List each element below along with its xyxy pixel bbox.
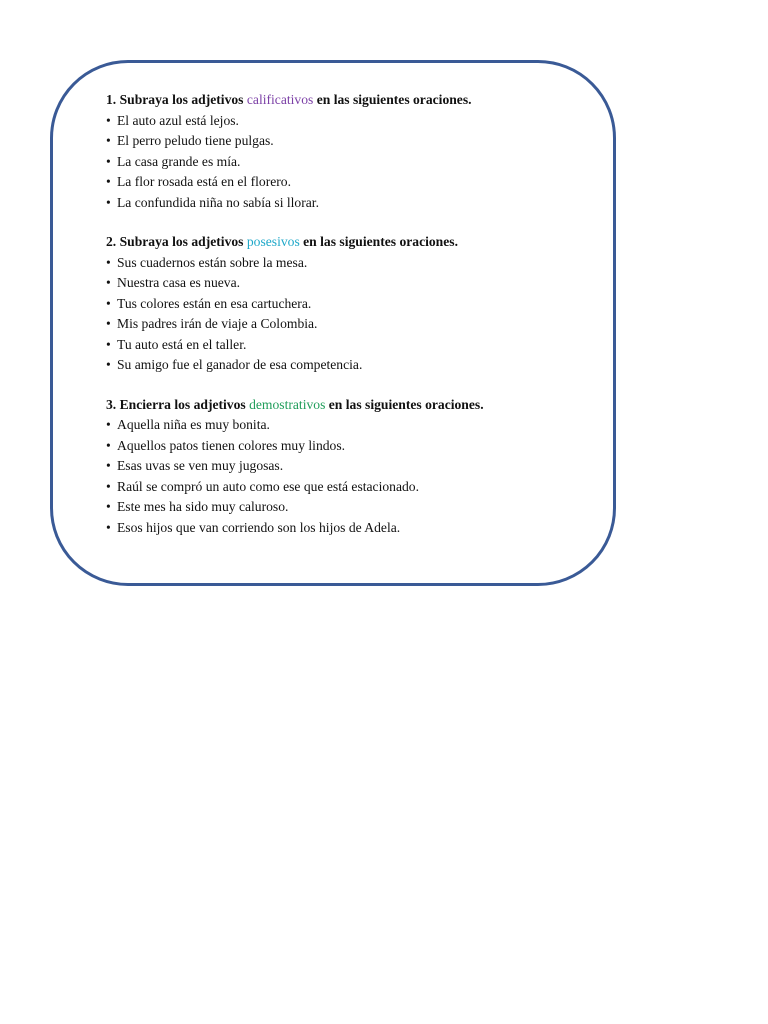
item-text: Mis padres irán de viaje a Colombia. bbox=[117, 316, 318, 331]
list-item bbox=[106, 131, 606, 152]
list-item bbox=[106, 436, 606, 457]
bullet: • bbox=[106, 437, 111, 453]
heading-prefix: 3. Encierra los adjetivos bbox=[106, 396, 250, 412]
heading-suffix: en las siguientes oraciones. bbox=[313, 92, 472, 107]
heading-prefix: 1. Subraya los adjetivos bbox=[106, 92, 247, 107]
list-item bbox=[106, 111, 606, 132]
bullet: • bbox=[106, 499, 111, 514]
list-item bbox=[106, 172, 606, 193]
list-item bbox=[106, 253, 606, 274]
bullet: • bbox=[106, 458, 111, 473]
bullet: • bbox=[106, 133, 111, 148]
item-text: El auto azul está lejos. bbox=[117, 112, 239, 128]
heading-suffix: en las siguientes oraciones. bbox=[325, 396, 484, 412]
bullet: • bbox=[106, 112, 111, 128]
bullet: • bbox=[106, 357, 111, 372]
list-item bbox=[106, 497, 606, 518]
heading-keyword: demostrativos bbox=[249, 396, 326, 412]
item-text: Esas uvas se ven muy jugosas. bbox=[117, 458, 284, 473]
item-text: Raúl se compró un auto como ese que está estacionado. bbox=[117, 478, 419, 494]
item-text: Tu auto está en el taller. bbox=[117, 336, 247, 352]
list-item bbox=[106, 335, 606, 356]
section-demostrativos bbox=[106, 395, 606, 539]
item-text: Nuestra casa es nueva. bbox=[117, 275, 241, 290]
item-text: Aquellos patos tienen colores muy lindos. bbox=[117, 437, 346, 453]
section-heading bbox=[106, 395, 606, 416]
bullet: • bbox=[106, 316, 111, 331]
list-item bbox=[106, 355, 606, 376]
item-text: Aquella niña es muy bonita. bbox=[117, 417, 270, 432]
item-text: Tus colores están en esa cartuchera. bbox=[117, 295, 312, 311]
item-text: Este mes ha sido muy caluroso. bbox=[117, 499, 289, 514]
list-item bbox=[106, 477, 606, 498]
list-item bbox=[106, 193, 606, 214]
section-calificativos bbox=[106, 90, 606, 213]
list-item bbox=[106, 518, 606, 539]
item-text: La flor rosada está en el florero. bbox=[117, 174, 291, 189]
item-text: Sus cuadernos están sobre la mesa. bbox=[117, 254, 308, 270]
bullet: • bbox=[106, 194, 111, 210]
item-text: Su amigo fue el ganador de esa competencia. bbox=[117, 357, 363, 372]
list-item bbox=[106, 152, 606, 173]
list-item bbox=[106, 415, 606, 436]
bullet: • bbox=[106, 275, 111, 290]
section-heading bbox=[106, 232, 606, 253]
bullet: • bbox=[106, 417, 111, 432]
list-item bbox=[106, 314, 606, 335]
item-text: La casa grande es mía. bbox=[117, 153, 241, 169]
heading-keyword: calificativos bbox=[246, 92, 314, 107]
heading-keyword: posesivos bbox=[246, 234, 300, 249]
section-heading bbox=[106, 90, 606, 111]
list-item bbox=[106, 294, 606, 315]
bullet: • bbox=[106, 254, 111, 270]
bullet: • bbox=[106, 153, 111, 169]
bullet: • bbox=[106, 295, 111, 311]
item-text: Esos hijos que van corriendo son los hijos de Adela. bbox=[117, 519, 401, 535]
bullet: • bbox=[106, 174, 111, 189]
item-text: La confundida niña no sabía si llorar. bbox=[117, 194, 319, 210]
bullet: • bbox=[106, 519, 111, 535]
bullet: • bbox=[106, 478, 111, 494]
heading-suffix: en las siguientes oraciones. bbox=[299, 234, 458, 249]
section-posesivos bbox=[106, 232, 606, 376]
heading-prefix: 2. Subraya los adjetivos bbox=[106, 234, 247, 249]
item-text: El perro peludo tiene pulgas. bbox=[117, 133, 274, 148]
list-item bbox=[106, 456, 606, 477]
list-item bbox=[106, 273, 606, 294]
worksheet-content bbox=[106, 90, 606, 538]
bullet: • bbox=[106, 336, 111, 352]
